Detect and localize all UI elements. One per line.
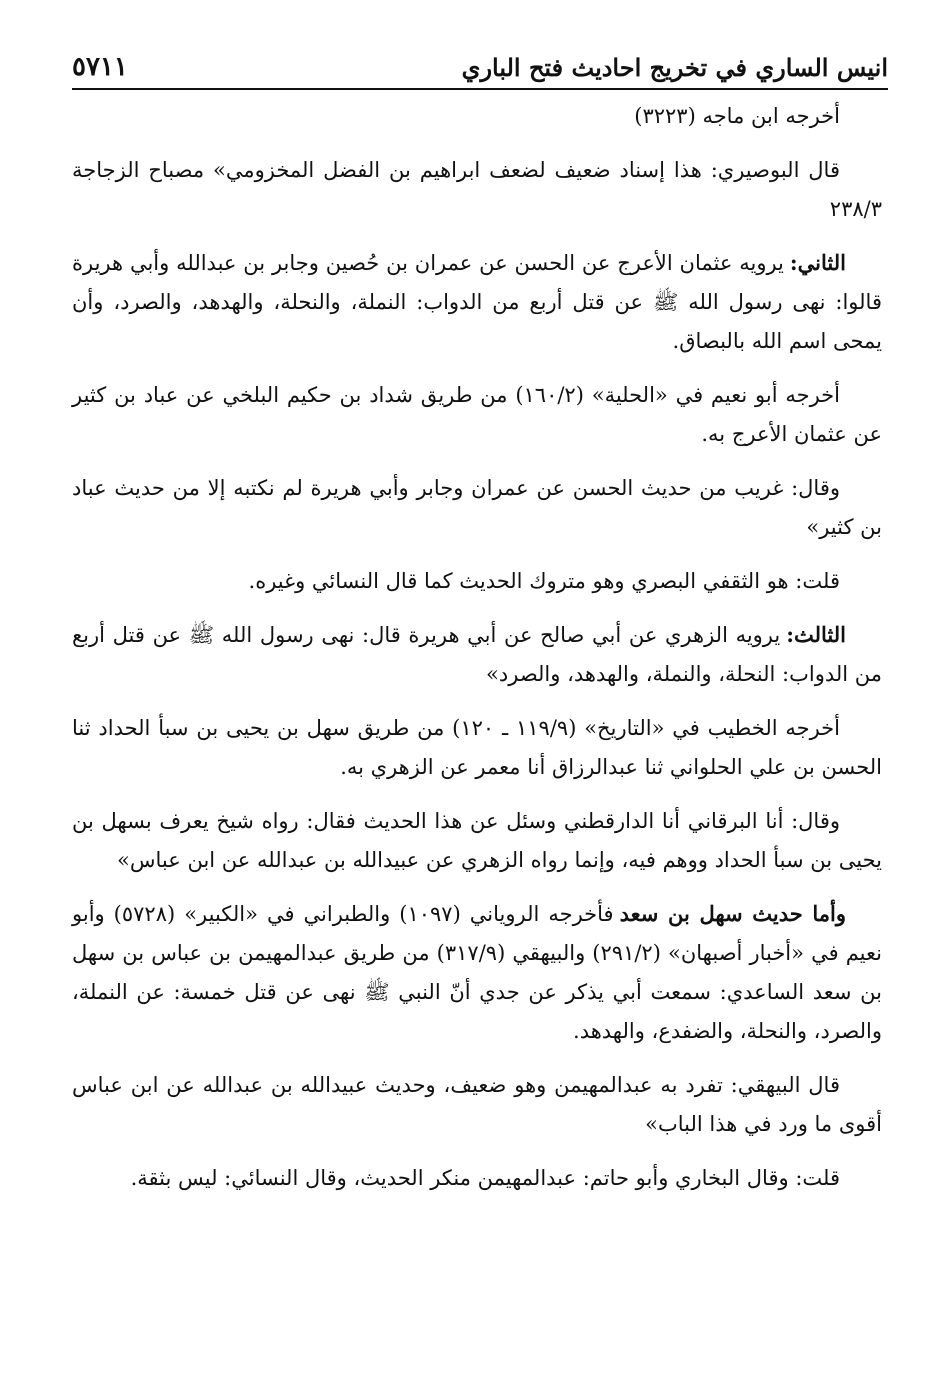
paragraph-text: يرويه عثمان الأعرج عن الحسن عن عمران بن حُصين وجابر بن عبدالله وأبي هريرة قالوا: نهى رسول الله ﷺ عن قتل أربع من الدواب: النملة، والنحلة، والهدهد، والصرد، وأن يمحى اسم الله بالبصاق. — [72, 251, 882, 353]
paragraph — [72, 468, 882, 547]
paragraph-text: وقال: غريب من حديث الحسن عن عمران وجابر وأبي هريرة لم نكتبه إلا من حديث عباد بن كثير» — [72, 476, 882, 539]
paragraph-text: أخرجه الخطيب في «التاريخ» (١١٩/٩ ـ ١٢٠) من طريق سهل بن يحيى بن سبأ الحداد ثنا الحسن بن علي الحلواني ثنا عبدالرزاق أنا معمر عن الزهري به. — [72, 716, 882, 779]
paragraph — [72, 1158, 882, 1198]
paragraph — [72, 801, 882, 880]
paragraph — [72, 561, 882, 601]
paragraph-text: قال البوصيري: هذا إسناد ضعيف لضعف ابراهيم بن الفضل المخزومي» مصباح الزجاجة ٢٣٨/٣ — [72, 158, 882, 221]
paragraph-text: قلت: هو الثقفي البصري وهو متروك الحديث كما قال النسائي وغيره. — [248, 569, 840, 593]
paragraph — [72, 375, 882, 454]
paragraph-text: أخرجه أبو نعيم في «الحلية» (١٦٠/٢) من طريق شداد بن حكيم البلخي عن عباد بن كثير عن عثمان الأعرج به. — [72, 383, 882, 446]
running-title: انيس الساري في تخريج احاديث فتح الباري — [461, 53, 888, 82]
paragraph — [72, 615, 882, 694]
paragraph — [72, 894, 882, 1051]
page-body — [72, 96, 882, 1212]
page-header — [72, 38, 888, 90]
paragraph-text: فأخرجه الروياني (١٠٩٧) والطبراني في «الكبير» (٥٧٢٨) وأبو نعيم في «أخبار أصبهان» (٢٩١/٢) والبيهقي (٣١٧/٩) من طريق عبدالمهيمن بن عباس بن سهل بن سعد الساعدي: سمعت أبي يذكر عن جدي أنّ النبي ﷺ نهى عن قتل خمسة: عن النملة، والصرد، والنحلة، والضفدع، والهدهد. — [72, 902, 882, 1043]
paragraph — [72, 243, 882, 361]
paragraph-lead: الثالث: — [786, 622, 846, 647]
paragraph — [72, 708, 882, 787]
paragraph-lead: وأما حديث سهل بن سعد — [619, 901, 847, 926]
paragraph-text: قلت: وقال البخاري وأبو حاتم: عبدالمهيمن منكر الحديث، وقال النسائي: ليس بثقة. — [130, 1166, 840, 1190]
paragraph — [72, 150, 882, 229]
paragraph — [72, 1065, 882, 1144]
paragraph — [72, 96, 882, 136]
paragraph-text: يرويه الزهري عن أبي صالح عن أبي هريرة قال: نهى رسول الله ﷺ عن قتل أربع من الدواب: النحلة، والنملة، والهدهد، والصرد» — [72, 623, 882, 686]
page-number: ٥٧١١ — [72, 52, 128, 82]
paragraph-text: قال البيهقي: تفرد به عبدالمهيمن وهو ضعيف، وحديث عبيدالله بن عبدالله عن ابن عباس أقوى ما ورد في هذا الباب» — [72, 1073, 882, 1136]
paragraph-text: وقال: أنا البرقاني أنا الدارقطني وسئل عن هذا الحديث فقال: رواه شيخ يعرف بسهل بن يحيى بن سبأ الحداد ووهم فيه، وإنما رواه الزهري عن عبيدالله بن عبدالله عن ابن عباس» — [72, 809, 882, 872]
paragraph-lead: الثاني: — [789, 250, 846, 275]
paragraph-text: أخرجه ابن ماجه (٣٢٢٣) — [634, 104, 840, 128]
